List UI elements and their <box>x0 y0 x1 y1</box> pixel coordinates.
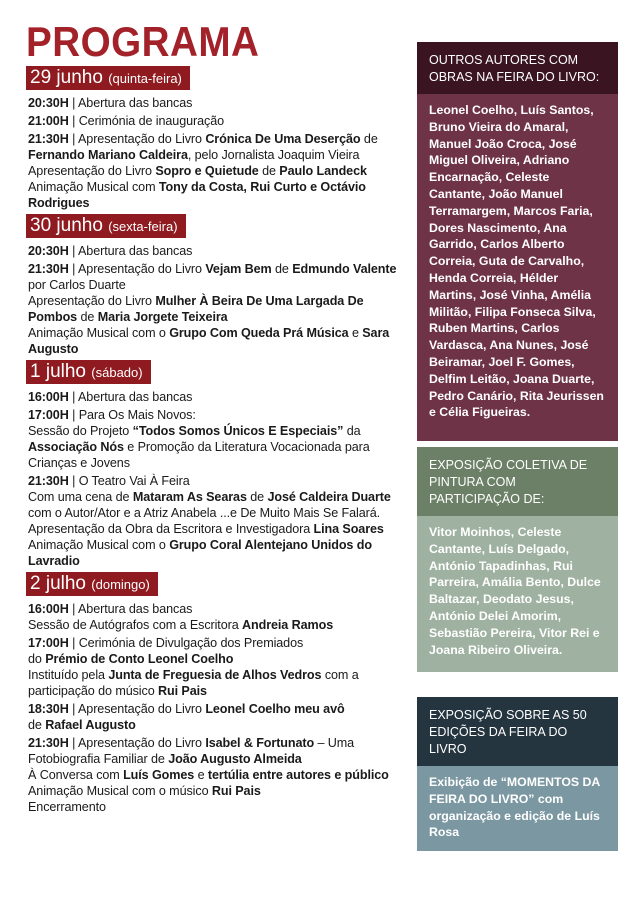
highlight-text: Paulo Landeck <box>279 164 367 178</box>
event-time: 21:30H <box>28 474 69 488</box>
event-line <box>28 179 406 211</box>
event-text: da <box>343 424 361 438</box>
highlight-text: Vejam Bem <box>205 262 272 276</box>
day-date: 2 julho <box>30 573 86 594</box>
highlight-text: Luís Gomes <box>123 768 195 782</box>
highlight-text: Sara Augusto <box>28 326 390 356</box>
event-line <box>28 389 406 405</box>
highlight-text: Lina Soares <box>313 522 384 536</box>
event-text: | Abertura das bancas <box>68 96 193 110</box>
event-text: com a participação do músico <box>28 668 359 698</box>
day-section <box>26 214 406 357</box>
highlight-text: Mulher À Beira De Uma Largada De Pombos <box>28 294 364 324</box>
event-text: – Uma Fotobiografia Familiar de <box>28 736 355 766</box>
event-time: 20:30H <box>28 96 69 110</box>
highlight-text: Sopro e Quietude <box>155 164 259 178</box>
event-text: | Para Os Mais Novos: <box>68 408 196 422</box>
day-date: 1 julho <box>30 361 86 382</box>
event-text: | O Teatro Vai À Feira <box>68 474 190 488</box>
event-line <box>28 407 406 423</box>
event-text: de <box>28 718 46 732</box>
event-line <box>28 521 406 537</box>
event-text: Apresentação do Livro <box>28 164 156 178</box>
event-line <box>28 601 406 617</box>
event-line <box>28 95 406 111</box>
event-text: de <box>77 310 98 324</box>
event-line <box>28 767 406 783</box>
event-line <box>28 735 406 767</box>
event-line <box>28 537 406 569</box>
highlight-text: Grupo Com Queda Prá Música <box>169 326 349 340</box>
event-time: 17:00H <box>28 636 69 650</box>
highlight-text: Prémio de Conto Leonel Coelho <box>45 652 234 666</box>
day-section <box>26 572 406 815</box>
event-text: e <box>194 768 208 782</box>
event-text: Animação Musical com o músico <box>28 784 212 798</box>
event-list <box>26 389 406 569</box>
event-text: | Abertura das bancas <box>68 244 193 258</box>
event-line <box>28 635 406 651</box>
event-text: Animação Musical com o <box>28 538 170 552</box>
event-time: 18:30H <box>28 702 69 716</box>
event-line <box>28 131 406 163</box>
event-text: do <box>28 652 46 666</box>
fifty-editions-box <box>417 697 618 851</box>
day-weekday: (quinta-feira) <box>108 71 182 86</box>
event-text: de <box>360 132 378 146</box>
event-line <box>28 261 406 293</box>
highlight-text: Andreia Ramos <box>242 618 334 632</box>
event-time: 16:00H <box>28 602 69 616</box>
event-time: 21:30H <box>28 132 69 146</box>
highlight-text: tertúlia entre autores e público <box>207 768 389 782</box>
day-header <box>26 360 151 384</box>
event-text: de <box>271 262 293 276</box>
day-date: 30 junho <box>30 215 103 236</box>
box-body: Exibição de “MOMENTOS DA FEIRA DO LIVRO” com organização e edição de Luís Rosa <box>417 766 618 851</box>
event-line <box>28 423 406 471</box>
event-text: | Apresentação do Livro <box>68 702 206 716</box>
box-header: EXPOSIÇÃO COLETIVA DE PINTURA COM PARTICIPAÇÃO DE: <box>417 447 618 516</box>
highlight-text: Mataram As Searas <box>132 490 247 504</box>
event-line <box>28 325 406 357</box>
day-section <box>26 360 406 569</box>
event-line <box>28 701 406 717</box>
event-time: 20:30H <box>28 244 69 258</box>
event-time: 21:30H <box>28 736 69 750</box>
event-text: Animação Musical com <box>28 180 159 194</box>
event-time: 21:30H <box>28 262 69 276</box>
highlight-text: Junta de Freguesia de Alhos Vedros <box>108 668 322 682</box>
highlight-text: Associação Nós <box>28 440 124 454</box>
highlight-text: Grupo Coral Alentejano Unidos do Lavradio <box>28 538 372 568</box>
event-line <box>28 243 406 259</box>
event-text: Apresentação da Obra da Escritora e Investigadora <box>28 522 314 536</box>
event-text: Com uma cena de <box>28 490 133 504</box>
day-header <box>26 572 158 596</box>
event-text: e Promoção da Literatura Vocacionada para Crianças e Jovens <box>28 440 370 470</box>
event-list <box>26 601 406 815</box>
other-authors-box <box>417 42 618 441</box>
day-header <box>26 66 190 90</box>
event-line <box>28 293 406 325</box>
event-text: Instituído pela <box>28 668 109 682</box>
day-section <box>26 66 406 211</box>
event-line <box>28 717 406 733</box>
highlight-text: Rafael Augusto <box>45 718 136 732</box>
event-text: Apresentação do Livro <box>28 294 156 308</box>
event-line <box>28 799 406 815</box>
event-text: com o Autor/Ator e a Atriz Anabela ...e De Muito Mais Se Falará. <box>28 506 380 520</box>
event-text: de <box>246 490 268 504</box>
event-time: 17:00H <box>28 408 69 422</box>
event-time: 16:00H <box>28 390 69 404</box>
day-weekday: (sábado) <box>91 365 143 380</box>
event-line <box>28 489 406 521</box>
highlight-text: Maria Jorgete Teixeira <box>97 310 228 324</box>
schedule <box>26 66 406 818</box>
box-body: Leonel Coelho, Luís Santos, Bruno Vieira do Amaral, Manuel João Croca, José Miguel Oliveira, Adriano Encarnação, Celeste Cantante, João Manuel Terramargem, Marcos Faria, Dores Nascimento, Ana Garrido, Carlos Alberto Correia, Guta de Carvalho, Henda Correia, Hélder Martins, José Vinha, Amélia Militão, Filipa Fonseca Silva, Ruben Martins, Carlos Vardasca, Ana Nunes, José Beiramar, Joel F. Gomes, Delfim Leitão, Joana Duarte, Pedro Canário, Rita Jeurissen e Célia Figueiras. <box>417 94 618 441</box>
event-line <box>28 473 406 489</box>
event-line <box>28 113 406 129</box>
day-header <box>26 214 186 238</box>
event-text: Encerramento <box>28 800 106 814</box>
day-weekday: (domingo) <box>91 577 150 592</box>
highlight-text: Rui Pais <box>158 684 207 698</box>
event-text: de <box>258 164 280 178</box>
event-text: Animação Musical com o <box>28 326 170 340</box>
event-text: À Conversa com <box>28 768 124 782</box>
highlight-text: Crónica De Uma Deserção <box>205 132 361 146</box>
highlight-text: Rui Pais <box>211 784 261 798</box>
event-text: | Cerimónia de inauguração <box>68 114 225 128</box>
event-text: por Carlos Duarte <box>28 278 126 292</box>
event-text: | Cerimónia de Divulgação dos Premiados <box>68 636 304 650</box>
event-text: e <box>348 326 363 340</box>
highlight-text: Isabel & Fortunato <box>205 736 315 750</box>
event-list <box>26 243 406 357</box>
event-text: | Apresentação do Livro <box>68 262 206 276</box>
highlight-text: Edmundo Valente <box>292 262 397 276</box>
highlight-text: Tony da Costa, Rui Curto e Octávio Rodrigues <box>28 180 366 210</box>
event-line <box>28 667 406 699</box>
box-header: OUTROS AUTORES COM OBRAS NA FEIRA DO LIVRO: <box>417 42 618 94</box>
event-text: | Abertura das bancas <box>68 390 193 404</box>
highlight-text: “Todos Somos Únicos E Especiais” <box>132 424 344 438</box>
highlight-text: João Augusto Almeida <box>168 752 302 766</box>
event-time: 21:00H <box>28 114 69 128</box>
box-header: EXPOSIÇÃO SOBRE AS 50 EDIÇÕES DA FEIRA DO LIVRO <box>417 697 618 766</box>
event-text: | Apresentação do Livro <box>68 736 206 750</box>
page-title: PROGRAMA <box>26 18 260 65</box>
day-date: 29 junho <box>30 67 103 88</box>
highlight-text: Leonel Coelho meu avô <box>205 702 345 716</box>
event-text: Sessão do Projeto <box>28 424 133 438</box>
event-line <box>28 651 406 667</box>
painting-exhibition-box <box>417 447 618 672</box>
highlight-text: José Caldeira Duarte <box>267 490 391 504</box>
event-list <box>26 95 406 211</box>
event-text: | Abertura das bancas <box>68 602 193 616</box>
day-weekday: (sexta-feira) <box>108 219 178 234</box>
highlight-text: Fernando Mariano Caldeira <box>28 148 188 162</box>
event-line <box>28 163 406 179</box>
event-line <box>28 617 406 633</box>
box-body: Vitor Moinhos, Celeste Cantante, Luís Delgado, António Tapadinhas, Rui Parreira, Amália Bento, Dulce Baltazar, Deodato Jesus, António Delei Amorim, Sebastião Pereira, Vitor Rei e Joana Ribeiro Oliveira. <box>417 516 618 672</box>
event-text: Sessão de Autógrafos com a Escritora <box>28 618 243 632</box>
event-line <box>28 783 406 799</box>
event-text: , pelo Jornalista Joaquim Vieira <box>187 148 360 162</box>
event-text: | Apresentação do Livro <box>68 132 206 146</box>
